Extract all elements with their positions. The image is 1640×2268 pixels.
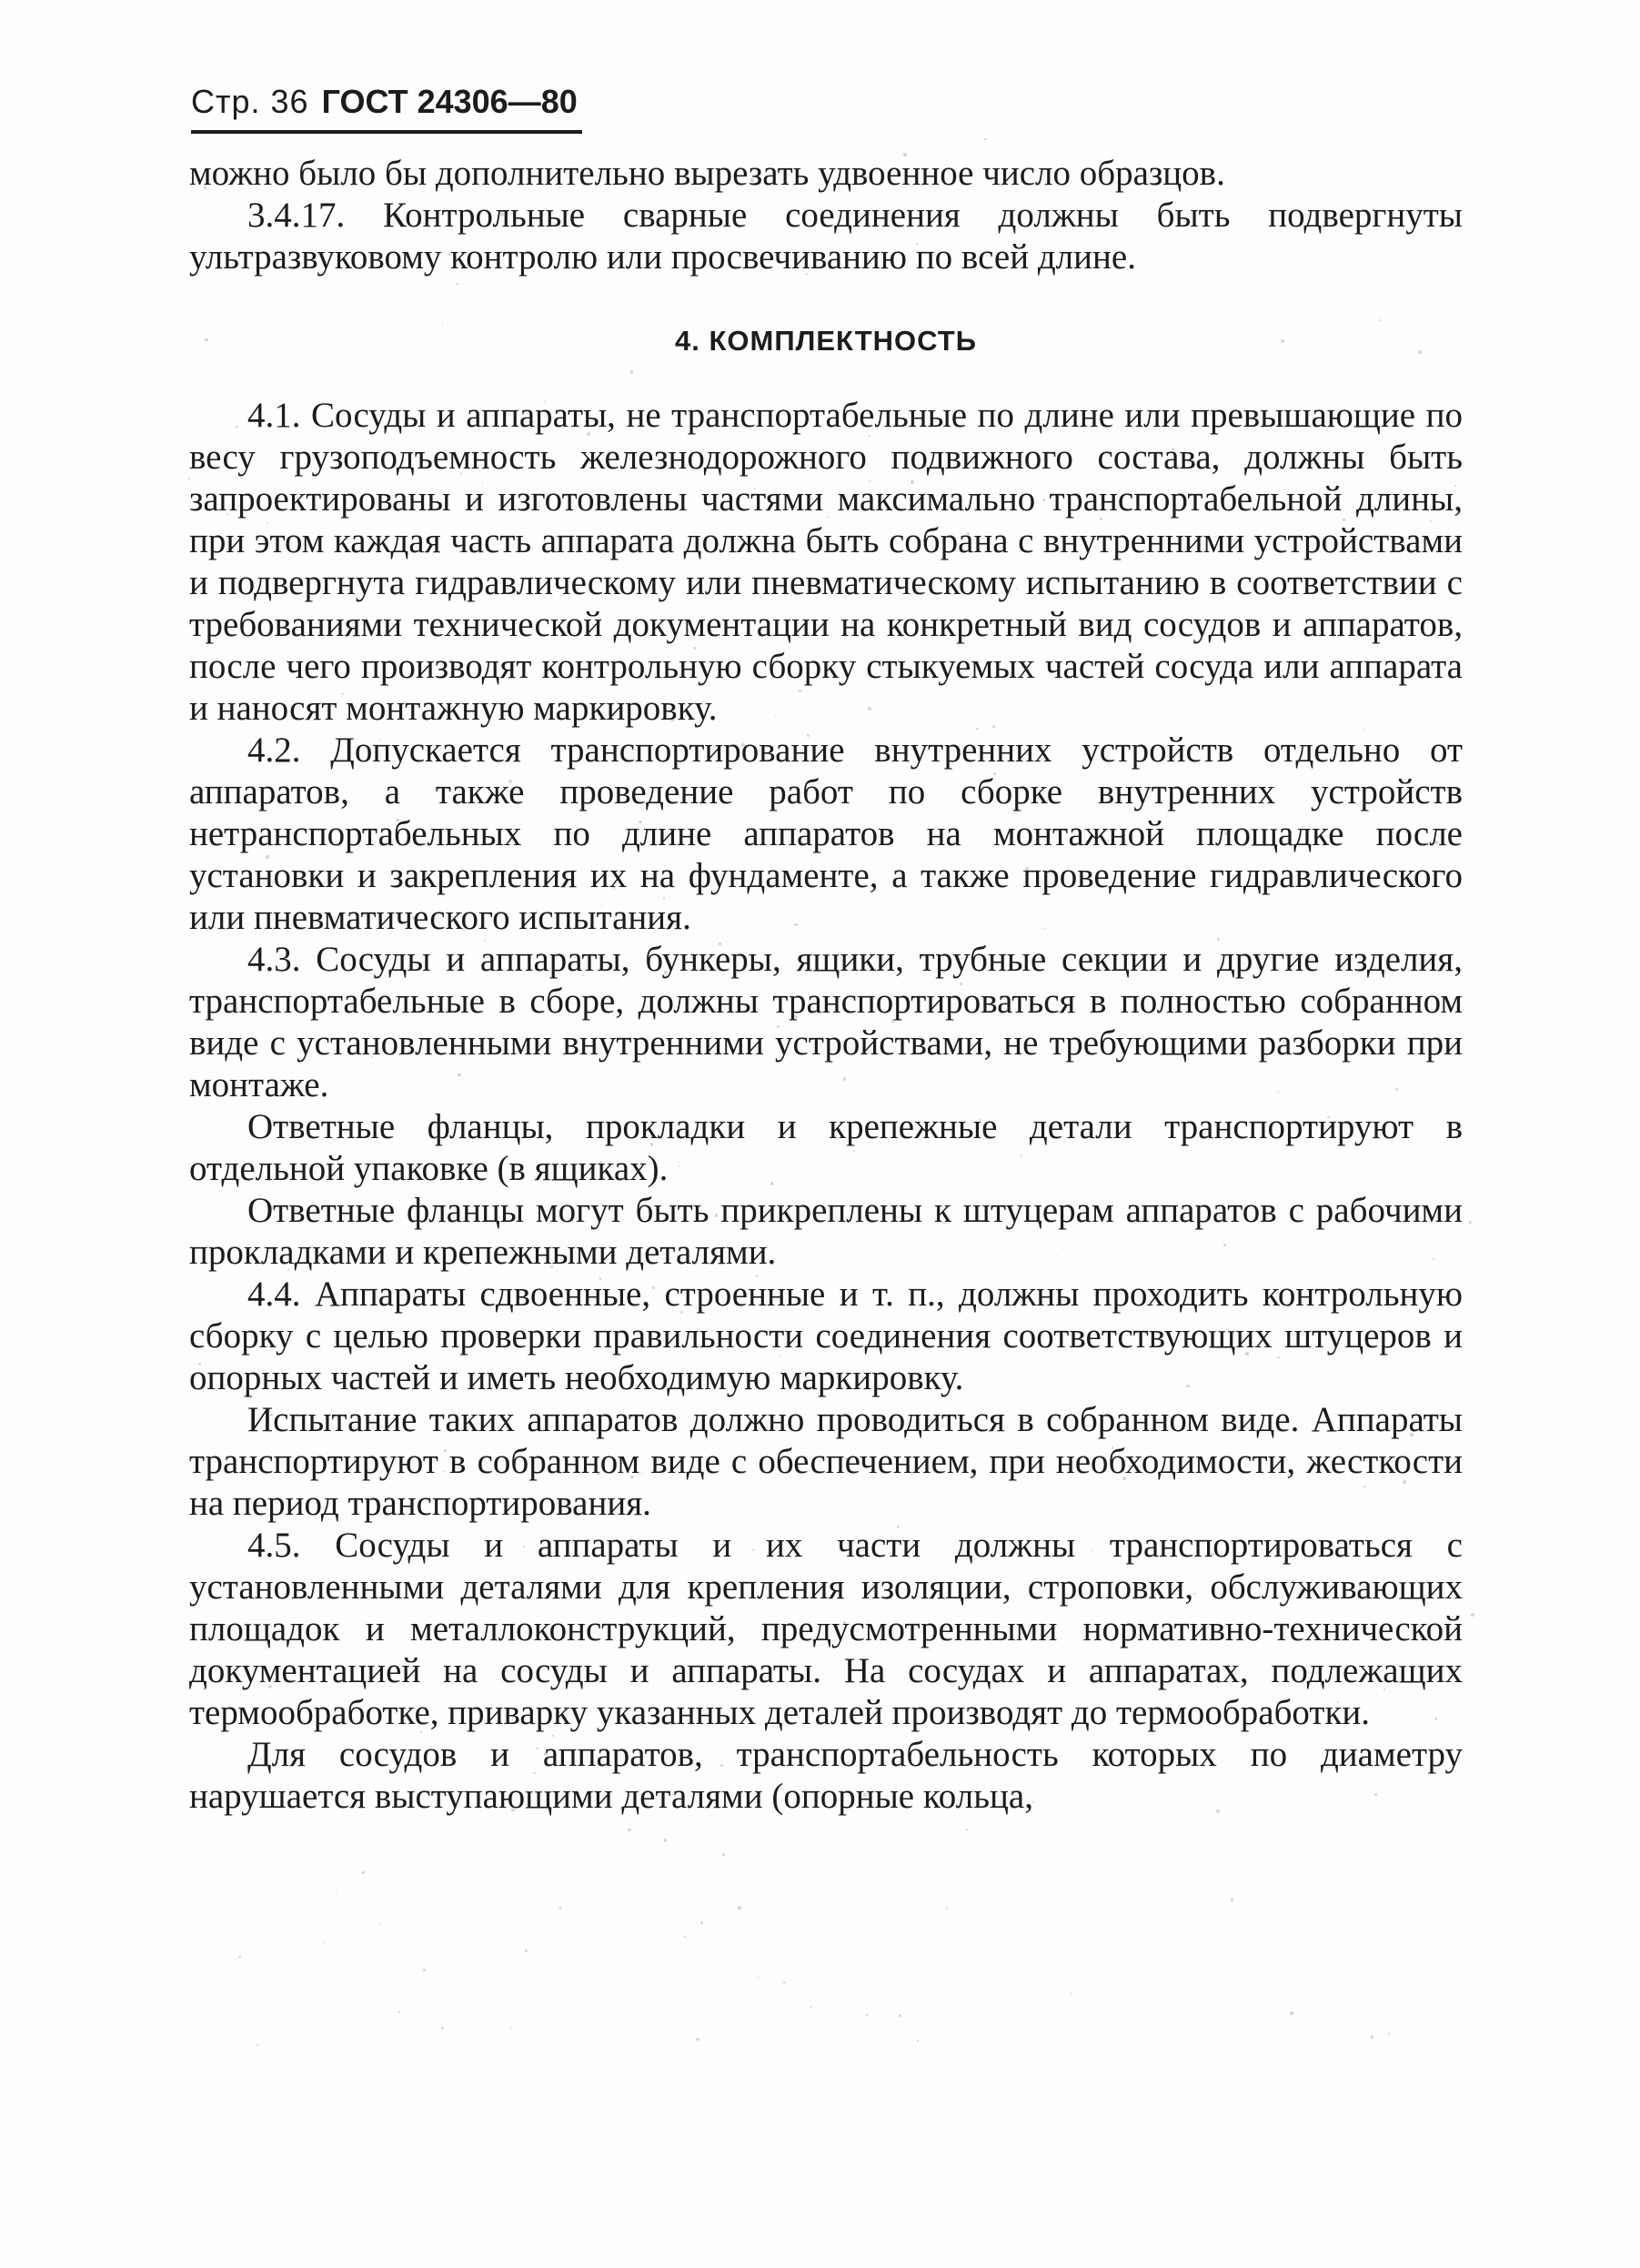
scan-speck [732,1921,733,1922]
scan-speck [838,1958,839,1959]
paragraph-continuation: можно было бы дополнительно вырезать удвоенное число образцов. [189,154,1225,193]
paragraph-3-4-17: 3.4.17. Контрольные сварные соединения должны быть подвергнуты ультразвуковому контролю или просвечиванию по всей длине. [189,196,1463,277]
scan-speck [899,2014,901,2017]
paragraph-4-1: 4.1. Сосуды и аппараты, не транспортабельные по длине или превышающие по весу грузоподъемность железнодорожного подвижного состава, должны быть запроектированы и изготовлены частями максимально транспортабельной длины, при этом каждая часть аппарата должна быть собрана с внутренними устройствами и подвергнута гидравлическому или пневматическому испытанию в соответствии с требованиями технической документации на конкретный вид сосудов и аппаратов, после чего производят контрольную сборку стыкуемых частей сосуда или аппарата и наносят монтажную маркировку. [189,396,1463,728]
scan-speck [738,1906,740,1909]
scan-speck [628,1829,630,1831]
scan-speck [362,1871,365,1874]
document-body [189,153,1463,1818]
scan-speck [722,1853,725,1856]
scan-speck [1469,1221,1472,1224]
scan-speck [684,1936,686,1938]
scan-speck [423,1969,426,1971]
scan-speck [696,2038,699,2041]
standard-code: ГОСТ 24306—80 [321,83,578,120]
scan-speck [946,1908,948,1910]
scan-speck [324,1941,325,1942]
scan-speck [525,1950,527,1951]
paragraph-4-3: 4.3. Сосуды и аппараты, бункеры, ящики, трубные секции и другие изделия, транспортабельные в сборе, должны транспортироваться в полностью собранном виде с установленными внутренними устройствами, не требующими разборки при монтаже. [189,940,1463,1104]
header-rule [191,130,582,134]
scan-speck [510,2027,511,2028]
scan-speck [810,2006,811,2008]
scan-speck [559,1907,561,1909]
page-header [191,84,578,120]
paragraph-4-4-testing: Испытание таких аппаратов должно проводиться в собранном виде. Аппараты транспортируют в собранном виде с обеспечением, при необходимости, жесткости на период транспортирования. [189,1400,1463,1523]
paragraph-4-2: 4.2. Допускается транспортирование внутренних устройств отдельно от аппаратов, а также проведение работ по сборке внутренних устройств нетранспортабельных по длине аппаратов на монтажной площадке после установки и закрепления их на фундаменте, а также проведение гидравлического или пневматического испытания. [189,731,1463,937]
scan-speck [962,1914,963,1915]
scan-speck [758,1977,759,1978]
scan-speck [1371,2035,1374,2039]
scan-speck [441,2027,444,2030]
paragraph-4-5: 4.5. Сосуды и аппараты и их части должны транспортироваться с установленными деталями для крепления изоляции, строповки, обслуживающих площадок и металлоконструкций, предусмотренными нормативно-технической документацией на сосуды и аппараты. На сосудах и аппаратах, подлежащих термообработке, приварку указанных деталей производят до термообработки. [189,1526,1463,1732]
scan-speck [1388,2032,1390,2034]
paragraph-4-4: 4.4. Аппараты сдвоенные, строенные и т. п., должны проходить контрольную сборку с целью проверки правильности соединения соответствующих штуцеров и опорных частей и иметь необходимую маркировку. [189,1275,1463,1397]
paragraph-4-3-flanges: Ответные фланцы, прокладки и крепежные детали транспортируют в отдельной упаковке (в ящиках). [189,1107,1463,1188]
scan-speck [238,1956,240,1958]
scan-speck [380,1922,382,1924]
scan-speck [757,1867,758,1868]
scan-speck [257,2044,258,2046]
scan-speck [700,1921,703,1924]
paragraph-4-5-diameter: Для сосудов и аппаратов, транспортабельность которых по диаметру нарушается выступающими деталями (опорные кольца, [189,1735,1463,1816]
scan-speck [1231,1898,1233,1900]
scan-speck [984,138,986,140]
scan-speck [783,1981,786,1984]
section-title: 4. КОМПЛЕКТНОСТЬ [675,325,977,357]
paragraph-4-3-attached: Ответные фланцы могут быть прикреплены к штуцерам аппаратов с рабочими прокладками и крепежными деталями. [189,1191,1463,1272]
scan-speck [917,2040,919,2041]
scan-speck [1471,1613,1474,1617]
scan-speck [1290,2011,1293,2015]
scan-speck [866,2013,868,2015]
scan-speck [398,2011,400,2013]
scan-speck [664,1839,668,1842]
scan-speck [1071,1993,1072,1995]
scan-speck [966,1829,968,1830]
page-number: Стр. 36 [191,83,309,120]
scan-speck [1093,1927,1094,1928]
scan-speck [336,1892,337,1893]
